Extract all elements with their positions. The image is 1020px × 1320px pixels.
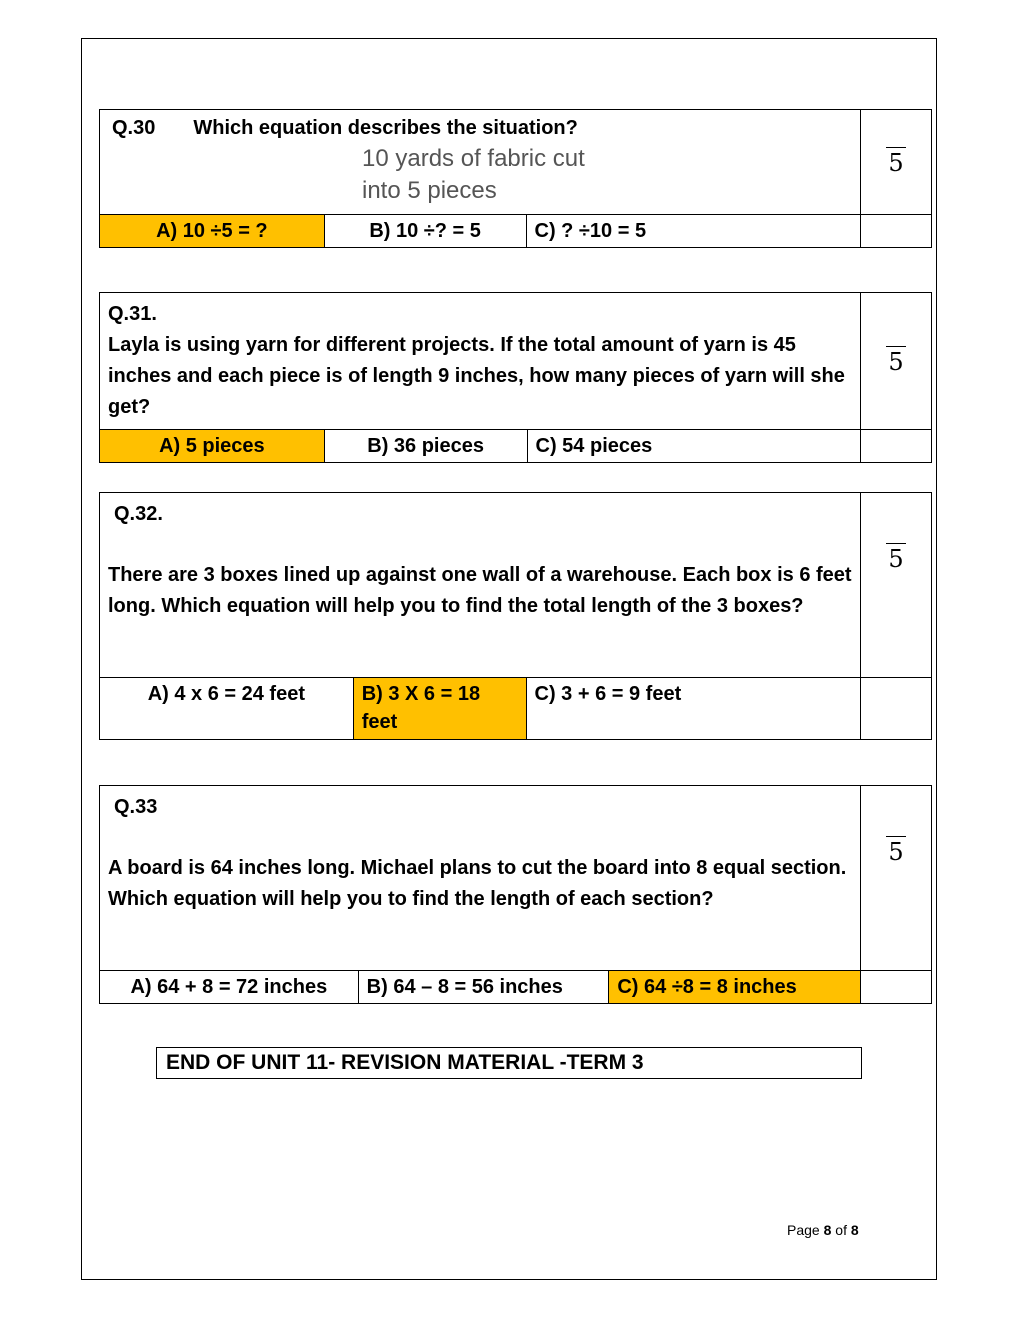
question-30-score xyxy=(861,110,932,215)
question-33-text: A board is 64 inches long. Michael plans to cut the board into 8 equal section. Which equation will help you to find the length of each section? xyxy=(108,857,847,910)
question-33-option-c[interactable]: C) 64 ÷8 = 8 inches xyxy=(609,971,861,1004)
question-33-empty-cell xyxy=(861,971,932,1004)
question-30-option-b[interactable]: B) 10 ÷? = 5 xyxy=(324,215,526,248)
question-33-number: Q.33 xyxy=(114,796,158,818)
question-33 xyxy=(99,785,932,1004)
page-of: of xyxy=(835,1222,847,1238)
question-32-option-a[interactable]: A) 4 x 6 = 24 feet xyxy=(100,678,354,740)
question-30-option-c[interactable]: C) ? ÷10 = 5 xyxy=(526,215,861,248)
score-fraction: 5 xyxy=(888,149,904,177)
page-word: Page xyxy=(787,1222,820,1238)
question-32-number: Q.32. xyxy=(114,503,163,525)
question-32-option-c[interactable]: C) 3 + 6 = 9 feet xyxy=(526,678,861,740)
question-30-empty-cell xyxy=(861,215,932,248)
question-33-body xyxy=(100,786,861,971)
question-33-option-b[interactable]: B) 64 – 8 = 56 inches xyxy=(358,971,609,1004)
question-30 xyxy=(99,109,932,248)
question-32-body xyxy=(100,493,861,678)
question-30-number: Q.30 xyxy=(112,117,156,139)
score-fraction: 5 xyxy=(888,838,904,866)
question-31-text: Layla is using yarn for different projects. If the total amount of yarn is 45 inches and each piece is of length 9 inches, how many pieces of yarn will she get? xyxy=(108,334,845,418)
question-32-score xyxy=(861,493,932,678)
question-30-text: Which equation describes the situation? xyxy=(193,117,578,139)
question-31-empty-cell xyxy=(861,430,932,463)
page-total: 8 xyxy=(850,1222,859,1238)
question-31-option-a[interactable]: A) 5 pieces xyxy=(100,430,325,463)
end-of-unit-banner: END OF UNIT 11- REVISION MATERIAL -TERM 3 xyxy=(156,1047,862,1079)
question-31-score xyxy=(861,293,932,430)
question-32 xyxy=(99,492,932,740)
question-30-body xyxy=(100,110,861,215)
question-31-number: Q.31. xyxy=(108,303,157,325)
question-31 xyxy=(99,292,932,463)
score-fraction: 5 xyxy=(888,348,904,376)
question-33-option-a[interactable]: A) 64 + 8 = 72 inches xyxy=(100,971,359,1004)
question-30-image-line-1: 10 yards of fabric cut xyxy=(362,145,585,172)
question-30-image-line-2: into 5 pieces xyxy=(362,177,497,204)
question-31-option-b[interactable]: B) 36 pieces xyxy=(324,430,527,463)
question-32-text: There are 3 boxes lined up against one wall of a warehouse. Each box is 6 feet long. Which equation will help you to find the total length of the 3 boxes? xyxy=(108,564,852,617)
question-30-option-a[interactable]: A) 10 ÷5 = ? xyxy=(100,215,325,248)
question-32-empty-cell xyxy=(861,678,932,740)
question-31-body xyxy=(100,293,861,430)
page-number xyxy=(787,1222,859,1238)
question-31-option-c[interactable]: C) 54 pieces xyxy=(527,430,861,463)
page-current: 8 xyxy=(823,1222,832,1238)
score-fraction: 5 xyxy=(888,545,904,573)
question-33-score xyxy=(861,786,932,971)
question-32-option-b[interactable]: B) 3 X 6 = 18 feet xyxy=(353,678,526,740)
